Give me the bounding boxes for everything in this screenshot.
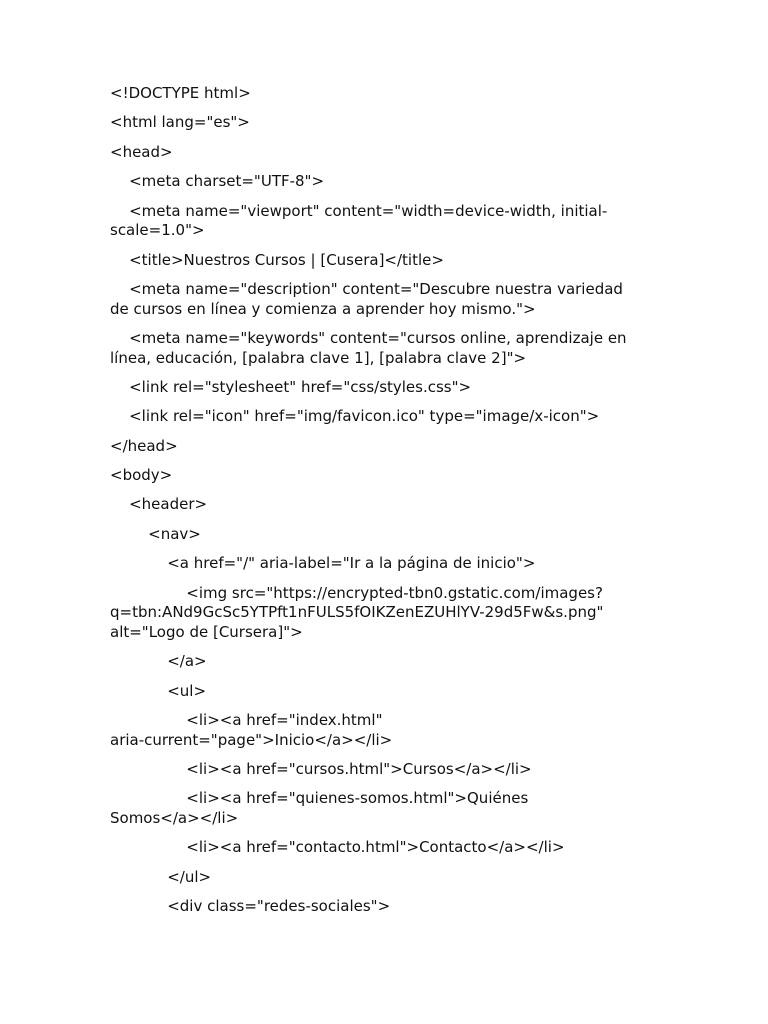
code-line: <head> xyxy=(110,142,173,161)
code-line: <li><a href="cursos.html">Cursos</a></li> xyxy=(110,759,532,778)
code-line: <nav> xyxy=(110,524,201,543)
code-line: <meta charset="UTF-8"> xyxy=(110,172,325,191)
code-line: <meta name="keywords" content="cursos online, aprendizaje en línea, educación, [palabra clave 1], [palabra clave 2]"> xyxy=(110,328,627,367)
code-line: <body> xyxy=(110,466,173,485)
code-line: <img src="https://encrypted-tbn0.gstatic.com/images? q=tbn:ANd9GcSc5YTPft1nFULS5fOIKZenEZUHlYV-29d5Fw&s.png" alt="Logo de [Cursera]"> xyxy=(110,583,604,641)
code-line: <link rel="stylesheet" href="css/styles.css"> xyxy=(110,377,472,396)
code-line: <link rel="icon" href="img/favicon.ico" type="image/x-icon"> xyxy=(110,407,600,426)
code-line: <meta name="viewport" content="width=device-width, initial- scale=1.0"> xyxy=(110,201,608,240)
code-line: <html lang="es"> xyxy=(110,113,250,132)
code-line: <ul> xyxy=(110,681,207,700)
code-line: <li><a href="quienes-somos.html">Quiénes Somos</a></li> xyxy=(110,789,529,827)
code-line: <div class="redes-sociales"> xyxy=(110,897,391,916)
code-line: <title>Nuestros Cursos | [Cusera]</title> xyxy=(110,250,444,269)
code-line: </head> xyxy=(110,436,178,455)
code-line: <li><a href="contacto.html">Contacto</a></li> xyxy=(110,838,565,857)
code-line: <!DOCTYPE html> xyxy=(110,84,251,102)
code-line: </a> xyxy=(110,652,207,671)
code-line: <a href="/" aria-label="Ir a la página de inicio"> xyxy=(110,554,536,573)
document-page xyxy=(110,84,655,927)
code-line: <meta name="description" content="Descubre nuestra variedad de cursos en línea y comienza a aprender hoy mismo."> xyxy=(110,279,623,318)
code-line: </ul> xyxy=(110,867,212,886)
code-line: <header> xyxy=(110,495,208,514)
code-line: <li><a href="index.html" aria-current="page">Inicio</a></li> xyxy=(110,711,393,749)
